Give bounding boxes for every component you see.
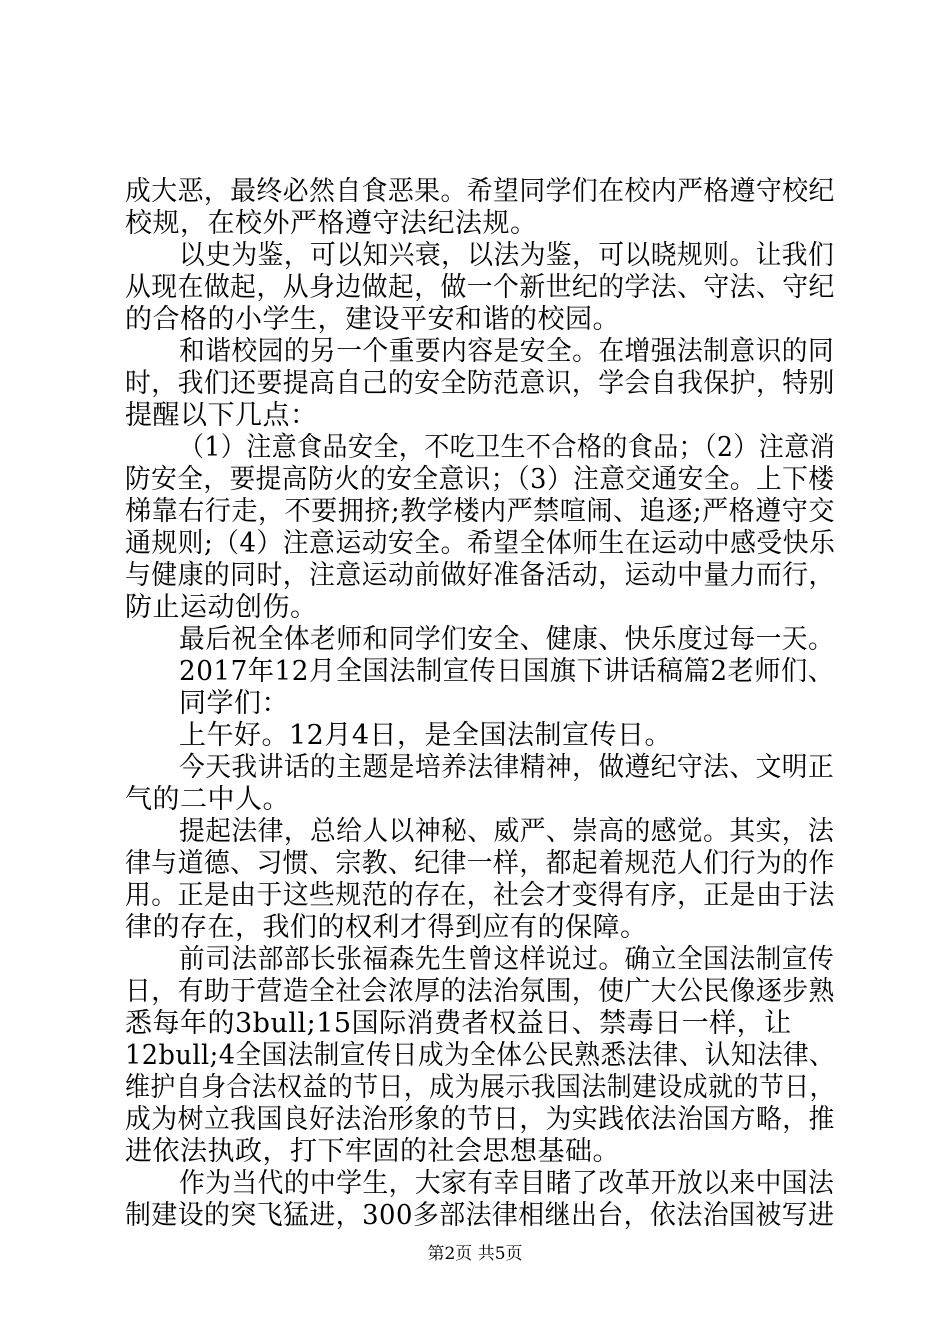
text-line: 悉每年的3bull;15国际消费者权益日、禁毒日一样，让 bbox=[125, 1008, 792, 1039]
text-line: 气的二中人。 bbox=[125, 784, 290, 815]
text-line: 校规，在校外严格遵守法纪法规。 bbox=[125, 208, 538, 239]
text-line: 与健康的同时，注意运动前做好准备活动，运动中量力而行， bbox=[125, 560, 835, 591]
text-line: 成大恶，最终必然自食恶果。希望同学们在校内严格遵守校纪 bbox=[125, 176, 835, 207]
page-footer: 第2页 共5页 bbox=[427, 1244, 523, 1264]
text-line: 通规则;（4）注意运动安全。希望全体师生在运动中感受快乐 bbox=[125, 528, 836, 559]
text-line: 提醒以下几点： bbox=[125, 400, 318, 431]
text-line: （1）注意食品安全，不吃卫生不合格的食品；（2）注意消 bbox=[179, 432, 836, 463]
text-line: 以史为鉴，可以知兴衰，以法为鉴，可以晓规则。让我们 bbox=[179, 240, 835, 271]
text-line: 今天我讲话的主题是培养法律精神，做遵纪守法、文明正 bbox=[179, 752, 835, 783]
text-line: 同学们： bbox=[179, 688, 289, 719]
text-line: 时，我们还要提高自己的安全防范意识，学会自我保护，特别 bbox=[125, 368, 835, 399]
text-line: 2017年12月全国法制宣传日国旗下讲话稿篇2老师们、 bbox=[179, 656, 835, 687]
text-line: 提起法律，总给人以神秘、威严、崇高的感觉。其实，法 bbox=[179, 816, 835, 847]
text-line: 成为树立我国良好法治形象的节日，为实践依法治国方略，推 bbox=[125, 1104, 835, 1135]
text-line: 的合格的小学生，建设平安和谐的校园。 bbox=[125, 304, 620, 335]
text-line: 律与道德、习惯、宗教、纪律一样，都起着规范人们行为的作 bbox=[125, 848, 835, 879]
text-line: 作为当代的中学生，大家有幸目睹了改革开放以来中国法 bbox=[179, 1168, 835, 1199]
text-line: 律的存在，我们的权利才得到应有的保障。 bbox=[125, 912, 648, 943]
text-line: 进依法执政，打下牢固的社会思想基础。 bbox=[125, 1136, 620, 1167]
text-line: 日，有助于营造全社会浓厚的法治氛围，使广大公民像逐步熟 bbox=[125, 976, 835, 1007]
text-line: 维护自身合法权益的节日，成为展示我国法制建设成就的节日， bbox=[125, 1072, 835, 1103]
text-line: 防安全，要提高防火的安全意识；（3）注意交通安全。上下楼 bbox=[125, 464, 835, 495]
text-line: 从现在做起，从身边做起，做一个新世纪的学法、守法、守纪 bbox=[125, 272, 835, 303]
text-line: 梯靠右行走，不要拥挤;教学楼内严禁喧闹、追逐;严格遵守交 bbox=[125, 496, 835, 527]
text-line: 制建设的突飞猛进，300多部法律相继出台，依法治国被写进 bbox=[125, 1200, 835, 1231]
text-line: 前司法部部长张福森先生曾这样说过。确立全国法制宣传 bbox=[179, 944, 835, 975]
text-line: 防止运动创伤。 bbox=[125, 592, 318, 623]
text-line: 用。正是由于这些规范的存在，社会才变得有序，正是由于法 bbox=[125, 880, 835, 911]
text-line: 12bull;4全国法制宣传日成为全体公民熟悉法律、认知法律、 bbox=[125, 1040, 836, 1071]
text-line: 最后祝全体老师和同学们安全、健康、快乐度过每一天。 bbox=[179, 624, 835, 655]
text-line: 上午好。12月4日，是全国法制宣传日。 bbox=[179, 720, 673, 751]
text-line: 和谐校园的另一个重要内容是安全。在增强法制意识的同 bbox=[179, 336, 835, 367]
